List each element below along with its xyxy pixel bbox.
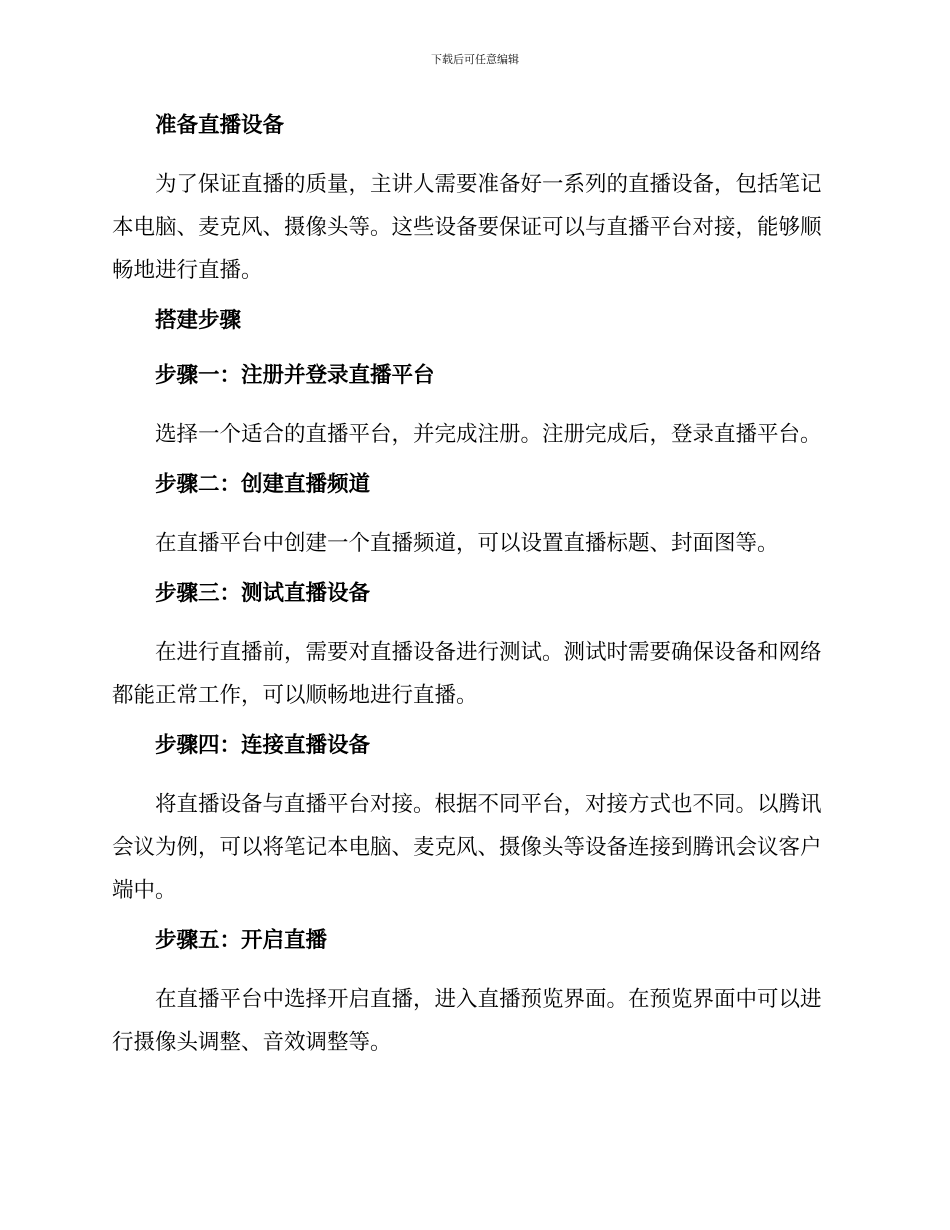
step-text-3: 在进行直播前，需要对直播设备进行测试。测试时需要确保设备和网络都能正常工作，可以顺畅地进行直播。 (112, 640, 822, 708)
document-body (112, 108, 832, 1075)
section-heading-prepare-equipment: 准备直播设备 (155, 113, 285, 138)
section-heading-setup-steps: 搭建步骤 (155, 308, 242, 333)
paragraph-prepare-equipment: 为了保证直播的质量，主讲人需要准备好一系列的直播设备，包括笔记本电脑、麦克风、摄像头等。这些设备要保证可以与直播平台对接，能够顺畅地进行直播。 (112, 172, 822, 283)
step-text-2: 在直播平台中创建一个直播频道，可以设置直播标题、封面图等。 (155, 531, 779, 556)
step-heading-1: 步骤一：注册并登录直播平台 (155, 363, 435, 388)
step-text-1: 选择一个适合的直播平台，并完成注册。注册完成后，登录直播平台。 (155, 422, 822, 447)
step-heading-4: 步骤四：连接直播设备 (155, 733, 371, 758)
step-heading-2: 步骤二：创建直播频道 (155, 472, 371, 497)
step-text-5: 在直播平台中选择开启直播，进入直播预览界面。在预览界面中可以进行摄像头调整、音效调整等。 (112, 987, 822, 1055)
page-header-note: 下载后可任意编辑 (431, 53, 519, 66)
step-heading-5: 步骤五：开启直播 (155, 928, 328, 953)
step-heading-3: 步骤三：测试直播设备 (155, 581, 371, 606)
step-text-4: 将直播设备与直播平台对接。根据不同平台，对接方式也不同。以腾讯会议为例，可以将笔记本电脑、麦克风、摄像头等设备连接到腾讯会议客户端中。 (112, 792, 822, 903)
